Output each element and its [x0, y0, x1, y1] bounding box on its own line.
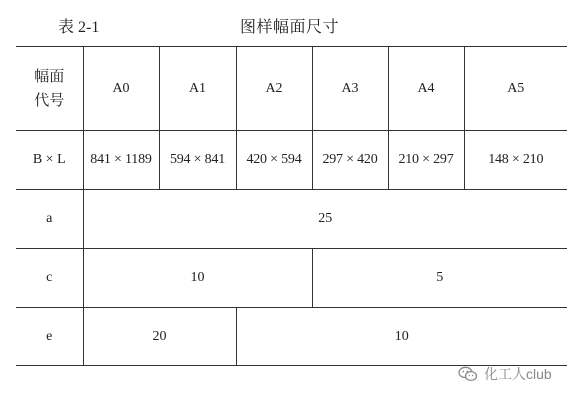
dim-a5: 148 × 210: [464, 131, 567, 190]
table-title: 图样幅面尺寸: [240, 19, 340, 36]
header-col-a2: A2: [236, 47, 312, 131]
dim-a0: 841 × 1189: [83, 131, 159, 190]
header-col-a5: A5: [464, 47, 567, 131]
e-value-a2-a5: 10: [236, 308, 567, 366]
row-label-c: c: [16, 249, 83, 308]
table-header-row: [16, 47, 567, 131]
header-label-cell: [16, 47, 83, 131]
c-value-a0-a2: 10: [83, 249, 312, 308]
header-label-line1: 幅面: [34, 68, 65, 85]
header-col-a0: A0: [83, 47, 159, 131]
paper-size-table: [16, 46, 567, 366]
dim-a3: 297 × 420: [312, 131, 388, 190]
table-number: 表 2-1: [58, 19, 100, 36]
watermark-text: 化工人club: [484, 366, 552, 382]
table-row-dimensions: [16, 131, 567, 190]
e-value-a0-a1: 20: [83, 308, 236, 366]
table-row-a: [16, 190, 567, 249]
a-value: 25: [83, 190, 567, 249]
c-value-a3-a5: 5: [312, 249, 567, 308]
header-col-a4: A4: [388, 47, 464, 131]
header-col-a1: A1: [159, 47, 236, 131]
table-row-e: [16, 308, 567, 366]
header-label-line2: 代号: [34, 92, 65, 109]
dim-a2: 420 × 594: [236, 131, 312, 190]
row-label-a: a: [16, 190, 83, 249]
dim-a1: 594 × 841: [159, 131, 236, 190]
watermark: [458, 364, 552, 384]
wechat-icon: [458, 366, 478, 382]
dim-a4: 210 × 297: [388, 131, 464, 190]
row-label-bxl: B × L: [16, 131, 83, 190]
header-col-a3: A3: [312, 47, 388, 131]
table-row-c: [16, 249, 567, 308]
row-label-e: e: [16, 308, 83, 366]
